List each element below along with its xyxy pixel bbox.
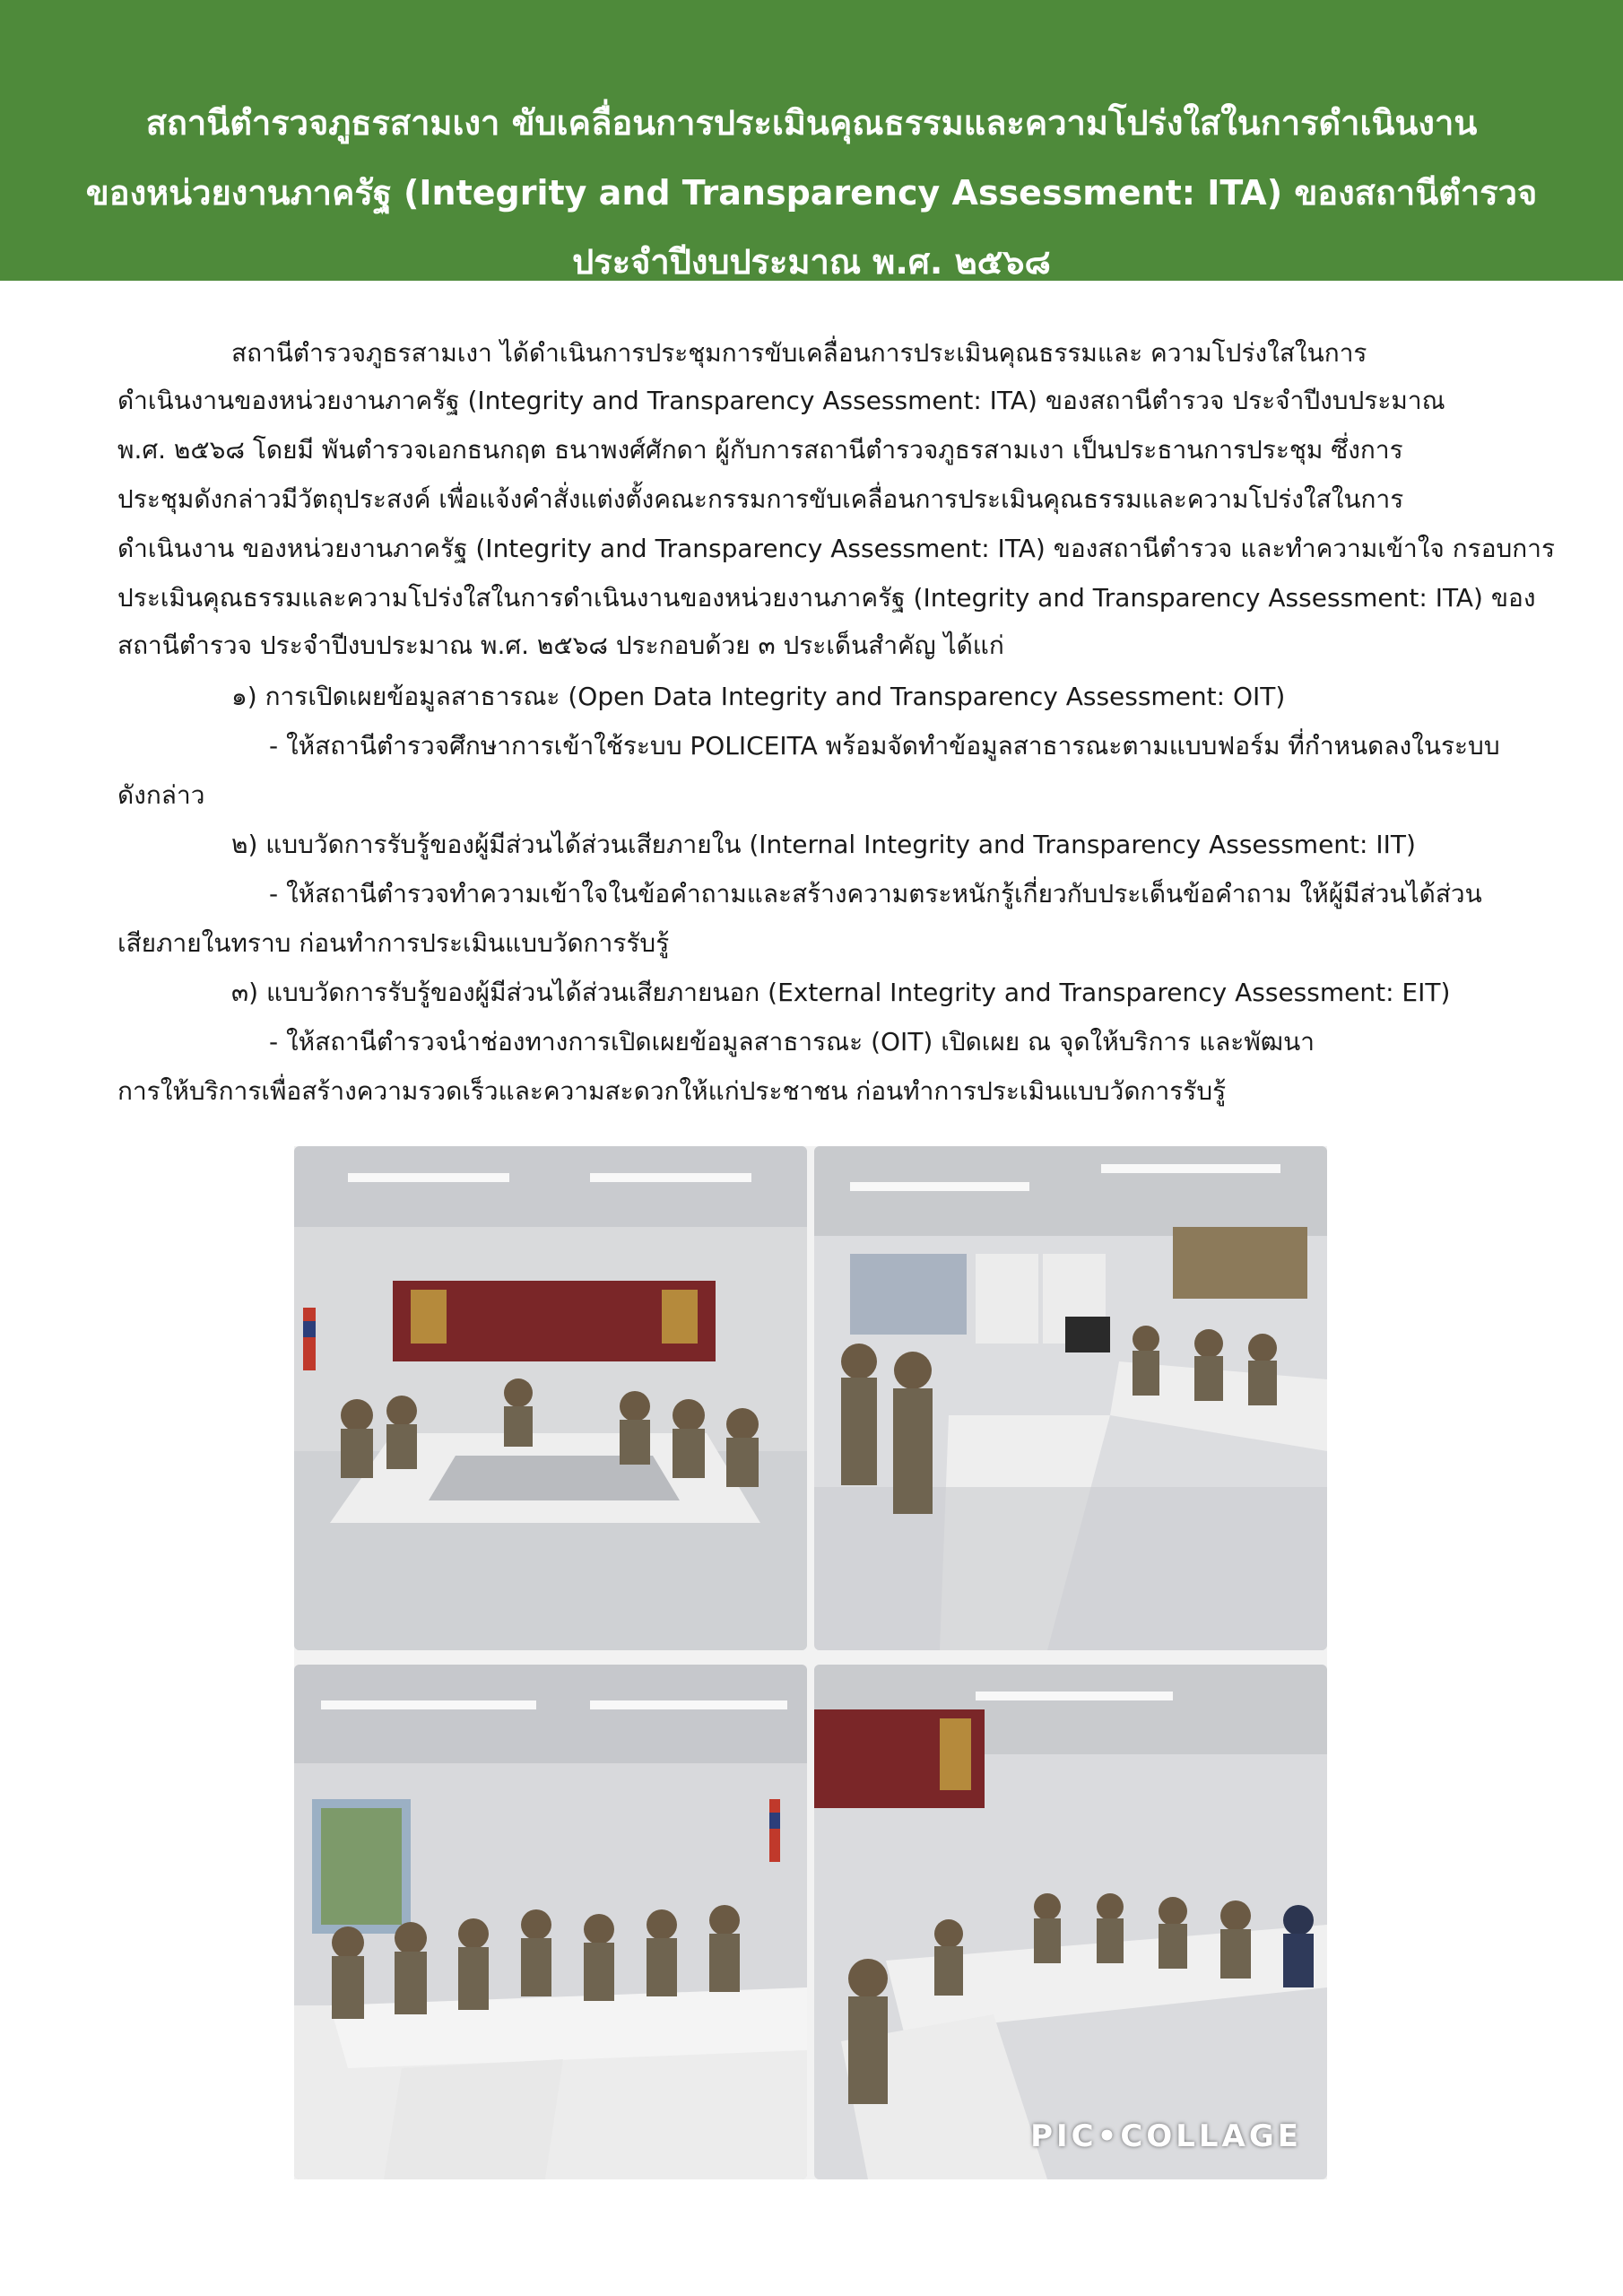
meeting-photo-2 bbox=[814, 1146, 1327, 1650]
collage-watermark: PIC•COLLAGE bbox=[1030, 2118, 1302, 2154]
body-line: พ.ศ. ๒๕๖๘ โดยมี พันตำรวจเอกธนกฤต ธนาพงศ์ศักดา ผู้กับการสถานีตำรวจภูธรสามเงา เป็นประธานการประชุม ซึ่งการ bbox=[117, 435, 1403, 465]
photo-collage bbox=[294, 1146, 1327, 2179]
body-line: ประชุมดังกล่าวมีวัตถุประสงค์ เพื่อแจ้งคำสั่งแต่งตั้งคณะกรรมการขับเคลื่อนการประเมินคุณธรรมและความโปร่งใสในการ bbox=[117, 484, 1404, 514]
title-line-1: สถานีตำรวจภูธรสามเงา ขับเคลื่อนการประเมินคุณธรรมและความโปร่งใสในการดำเนินงาน bbox=[145, 103, 1478, 143]
body-line: สถานีตำรวจ ประจำปีงบประมาณ พ.ศ. ๒๕๖๘ ประกอบด้วย ๓ ประเด็นสำคัญ ได้แก่ bbox=[117, 631, 1004, 660]
list-item-detail: - ให้สถานีตำรวจศึกษาการเข้าใช้ระบบ POLICEITA พร้อมจัดทำข้อมูลสาธารณะตามแบบฟอร์ม ที่กำหนดลงในระบบ bbox=[269, 731, 1500, 761]
list-item-detail: ดังกล่าว bbox=[117, 780, 205, 810]
meeting-photo-3 bbox=[294, 1665, 807, 2179]
list-item-detail: การให้บริการเพื่อสร้างความรวดเร็วและความสะดวกให้แก่ประชาชน ก่อนทำการประเมินแบบวัดการรับรู้ bbox=[117, 1076, 1227, 1106]
meeting-photo-1 bbox=[294, 1146, 807, 1650]
body-line: ดำเนินงานของหน่วยงานภาครัฐ (Integrity and Transparency Assessment: ITA) ของสถานีตำรวจ ประจำปีงบประมาณ bbox=[117, 386, 1445, 415]
body-line: สถานีตำรวจภูธรสามเงา ได้ดำเนินการประชุมการขับเคลื่อนการประเมินคุณธรรมและ ความโปร่งใสในการ bbox=[231, 338, 1367, 368]
body-line: ดำเนินงาน ของหน่วยงานภาครัฐ (Integrity and Transparency Assessment: ITA) ของสถานีตำรวจ และทำความเข้าใจ กรอบการ bbox=[117, 534, 1555, 563]
list-item-heading: ๓) แบบวัดการรับรู้ของผู้มีส่วนได้ส่วนเสียภายนอก (External Integrity and Transparency Assessment: EIT) bbox=[231, 978, 1451, 1007]
list-item-heading: ๒) แบบวัดการรับรู้ของผู้มีส่วนได้ส่วนเสียภายใน (Internal Integrity and Transparency Assessment: IIT) bbox=[231, 830, 1416, 859]
title-line-2: ของหน่วยงานภาครัฐ (Integrity and Transparency Assessment: ITA) ของสถานีตำรวจ bbox=[85, 173, 1538, 213]
list-item-detail: เสียภายในทราบ ก่อนทำการประเมินแบบวัดการรับรู้ bbox=[117, 928, 670, 958]
header-banner bbox=[0, 0, 1623, 281]
meeting-photo-4 bbox=[814, 1665, 1327, 2179]
list-item-detail: - ให้สถานีตำรวจนำช่องทางการเปิดเผยข้อมูลสาธารณะ (OIT) เปิดเผย ณ จุดให้บริการ และพัฒนา bbox=[269, 1027, 1315, 1057]
list-item-heading: ๑) การเปิดเผยข้อมูลสาธารณะ (Open Data Integrity and Transparency Assessment: OIT) bbox=[231, 682, 1286, 711]
title-line-3: ประจำปีงบประมาณ พ.ศ. ๒๕๖๘ bbox=[572, 242, 1051, 282]
list-item-detail: - ให้สถานีตำรวจทำความเข้าใจในข้อคำถามและสร้างความตระหนักรู้เกี่ยวกับประเด็นข้อคำถาม ให้ผู้มีส่วนได้ส่วน bbox=[269, 879, 1482, 909]
body-line: ประเมินคุณธรรมและความโปร่งใสในการดำเนินงานของหน่วยงานภาครัฐ (Integrity and Transparency Assessment: ITA) ของ bbox=[117, 583, 1536, 613]
